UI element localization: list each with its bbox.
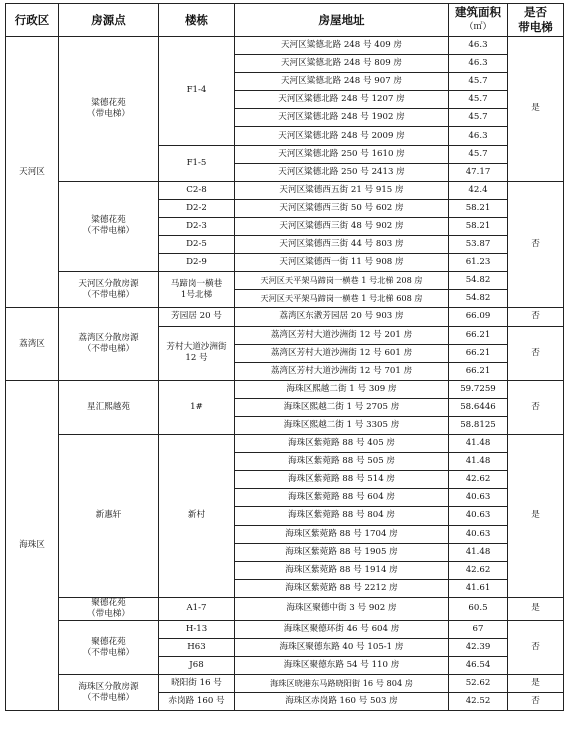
address-cell: 海珠区熙越二街 1 号 309 房 (235, 380, 449, 398)
building-cell: 晓阳街 16 号 (159, 675, 235, 693)
address-cell: 海珠区紫菀路 88 号 1905 房 (235, 543, 449, 561)
area-cell: 54.82 (449, 272, 508, 290)
address-cell: 天河区粱德北路 250 号 2413 房 (235, 163, 449, 181)
address-cell: 海珠区熙越二街 1 号 2705 房 (235, 398, 449, 416)
area-cell: 45.7 (449, 109, 508, 127)
source-cell: 粱德花苑 （不带电梯） (59, 181, 159, 271)
header-district: 行政区 (6, 4, 59, 37)
district-cell: 荔湾区 (6, 308, 59, 380)
table-row (6, 675, 564, 693)
source-cell: 荔湾区分散房源 （不带电梯） (59, 308, 159, 380)
area-cell: 42.52 (449, 693, 508, 711)
source-cell: 天河区分散房源 （不带电梯） (59, 272, 159, 308)
building-cell: A1-7 (159, 597, 235, 620)
table-row (6, 272, 564, 290)
area-cell: 66.21 (449, 344, 508, 362)
address-cell: 天河区粱德北路 248 号 2009 房 (235, 127, 449, 145)
building-cell: H-13 (159, 620, 235, 638)
area-cell: 58.8125 (449, 416, 508, 434)
area-cell: 41.61 (449, 579, 508, 597)
district-cell: 天河区 (6, 37, 59, 308)
housing-table (5, 3, 564, 711)
header-elevator-line1: 是否 (524, 5, 547, 19)
address-cell: 海珠区赤岗路 160 号 503 房 (235, 693, 449, 711)
address-cell: 海珠区聚德中街 3 号 902 房 (235, 597, 449, 620)
address-cell: 天河区粱德西三街 48 号 902 房 (235, 217, 449, 235)
header-area-unit: （㎡） (464, 22, 492, 32)
area-cell: 46.3 (449, 37, 508, 55)
area-cell: 41.48 (449, 453, 508, 471)
address-cell: 海珠区紫菀路 88 号 1914 房 (235, 561, 449, 579)
table-row (6, 380, 564, 398)
building-cell: D2-2 (159, 199, 235, 217)
address-cell: 天河区天平架马蹄岗一横巷 1 号北梯 608 房 (235, 290, 449, 308)
source-cell: 星汇熙越苑 (59, 380, 159, 434)
area-cell: 58.21 (449, 199, 508, 217)
address-cell: 荔湾区芳村大道沙洲街 12 号 201 房 (235, 326, 449, 344)
address-cell: 荔湾区东漖芳园居 20 号 903 房 (235, 308, 449, 326)
address-cell: 天河区粱德西五街 21 号 915 房 (235, 181, 449, 199)
building-cell: F1-4 (159, 37, 235, 146)
area-cell: 40.63 (449, 525, 508, 543)
address-cell: 天河区粱德北路 248 号 409 房 (235, 37, 449, 55)
district-cell: 海珠区 (6, 380, 59, 711)
address-cell: 天河区粱德北路 250 号 1610 房 (235, 145, 449, 163)
address-cell: 天河区粱德西三街 50 号 602 房 (235, 199, 449, 217)
building-cell: F1-5 (159, 145, 235, 181)
address-cell: 海珠区紫菀路 88 号 604 房 (235, 489, 449, 507)
address-cell: 海珠区紫菀路 88 号 405 房 (235, 435, 449, 453)
area-cell: 60.5 (449, 597, 508, 620)
table-row (6, 620, 564, 638)
header-address: 房屋地址 (235, 4, 449, 37)
source-cell: 聚德花苑 （不带电梯） (59, 620, 159, 674)
address-cell: 海珠区紫菀路 88 号 1704 房 (235, 525, 449, 543)
building-cell: 芳园居 20 号 (159, 308, 235, 326)
area-cell: 46.3 (449, 55, 508, 73)
area-cell: 47.17 (449, 163, 508, 181)
address-cell: 海珠区紫菀路 88 号 2212 房 (235, 579, 449, 597)
address-cell: 海珠区紫菀路 88 号 505 房 (235, 453, 449, 471)
elevator-cell: 否 (508, 693, 564, 711)
area-cell: 41.48 (449, 543, 508, 561)
elevator-cell: 否 (508, 326, 564, 380)
building-cell: D2-9 (159, 254, 235, 272)
address-cell: 天河区粱德北路 248 号 809 房 (235, 55, 449, 73)
elevator-cell: 否 (508, 620, 564, 674)
area-cell: 53.87 (449, 236, 508, 254)
address-cell: 天河区天平架马蹄岗一横巷 1 号北梯 208 房 (235, 272, 449, 290)
source-cell: 新惠轩 (59, 435, 159, 598)
address-cell: 荔湾区芳村大道沙洲街 12 号 601 房 (235, 344, 449, 362)
table-row (6, 597, 564, 620)
header-elevator-line2: 带电梯 (518, 20, 553, 34)
area-cell: 61.23 (449, 254, 508, 272)
building-cell: D2-5 (159, 236, 235, 254)
header-elevator (508, 4, 564, 37)
building-cell: 芳村大道沙洲街 12 号 (159, 326, 235, 380)
address-cell: 海珠区聚德环街 46 号 604 房 (235, 620, 449, 638)
area-cell: 58.21 (449, 217, 508, 235)
header-row (6, 4, 564, 37)
address-cell: 海珠区聚德东路 54 号 110 房 (235, 657, 449, 675)
area-cell: 41.48 (449, 435, 508, 453)
building-cell: 赤岗路 160 号 (159, 693, 235, 711)
building-cell: J68 (159, 657, 235, 675)
area-cell: 42.39 (449, 639, 508, 657)
header-area (449, 4, 508, 37)
elevator-cell: 否 (508, 380, 564, 434)
elevator-cell: 否 (508, 181, 564, 308)
building-cell: H63 (159, 639, 235, 657)
source-cell: 聚德花苑 （带电梯） (59, 597, 159, 620)
address-cell: 天河区粱德西一街 11 号 908 房 (235, 254, 449, 272)
address-cell: 海珠区晓港东马路晓阳街 16 号 804 房 (235, 675, 449, 693)
header-source: 房源点 (59, 4, 159, 37)
area-cell: 46.3 (449, 127, 508, 145)
building-cell: 马蹄岗一横巷 1号北梯 (159, 272, 235, 308)
building-cell: C2-8 (159, 181, 235, 199)
area-cell: 40.63 (449, 489, 508, 507)
area-cell: 42.62 (449, 471, 508, 489)
table-row (6, 181, 564, 199)
area-cell: 58.6446 (449, 398, 508, 416)
area-cell: 46.54 (449, 657, 508, 675)
area-cell: 66.21 (449, 362, 508, 380)
building-cell: D2-3 (159, 217, 235, 235)
address-cell: 天河区粱德北路 248 号 1207 房 (235, 91, 449, 109)
area-cell: 40.63 (449, 507, 508, 525)
header-building: 楼栋 (159, 4, 235, 37)
elevator-cell: 是 (508, 597, 564, 620)
table-row (6, 308, 564, 326)
area-cell: 54.82 (449, 290, 508, 308)
address-cell: 海珠区聚德东路 40 号 105-1 房 (235, 639, 449, 657)
area-cell: 45.7 (449, 145, 508, 163)
address-cell: 海珠区紫菀路 88 号 514 房 (235, 471, 449, 489)
address-cell: 荔湾区芳村大道沙洲街 12 号 701 房 (235, 362, 449, 380)
area-cell: 42.4 (449, 181, 508, 199)
table-row (6, 37, 564, 55)
address-cell: 天河区粱德西三街 44 号 803 房 (235, 236, 449, 254)
building-cell: 1# (159, 380, 235, 434)
address-cell: 天河区粱德北路 248 号 1902 房 (235, 109, 449, 127)
area-cell: 67 (449, 620, 508, 638)
area-cell: 45.7 (449, 73, 508, 91)
area-cell: 45.7 (449, 91, 508, 109)
area-cell: 42.62 (449, 561, 508, 579)
address-cell: 海珠区紫菀路 88 号 804 房 (235, 507, 449, 525)
header-area-label: 建筑面积 (455, 5, 501, 19)
area-cell: 66.09 (449, 308, 508, 326)
building-cell: 新村 (159, 435, 235, 598)
source-cell: 海珠区分散房源 （不带电梯） (59, 675, 159, 711)
source-cell: 粱德花苑 （带电梯） (59, 37, 159, 182)
elevator-cell: 是 (508, 435, 564, 598)
table-row (6, 435, 564, 453)
address-cell: 海珠区熙越二街 1 号 3305 房 (235, 416, 449, 434)
elevator-cell: 是 (508, 37, 564, 182)
area-cell: 52.62 (449, 675, 508, 693)
elevator-cell: 是 (508, 675, 564, 693)
elevator-cell: 否 (508, 308, 564, 326)
area-cell: 66.21 (449, 326, 508, 344)
area-cell: 59.7259 (449, 380, 508, 398)
address-cell: 天河区粱德北路 248 号 907 房 (235, 73, 449, 91)
